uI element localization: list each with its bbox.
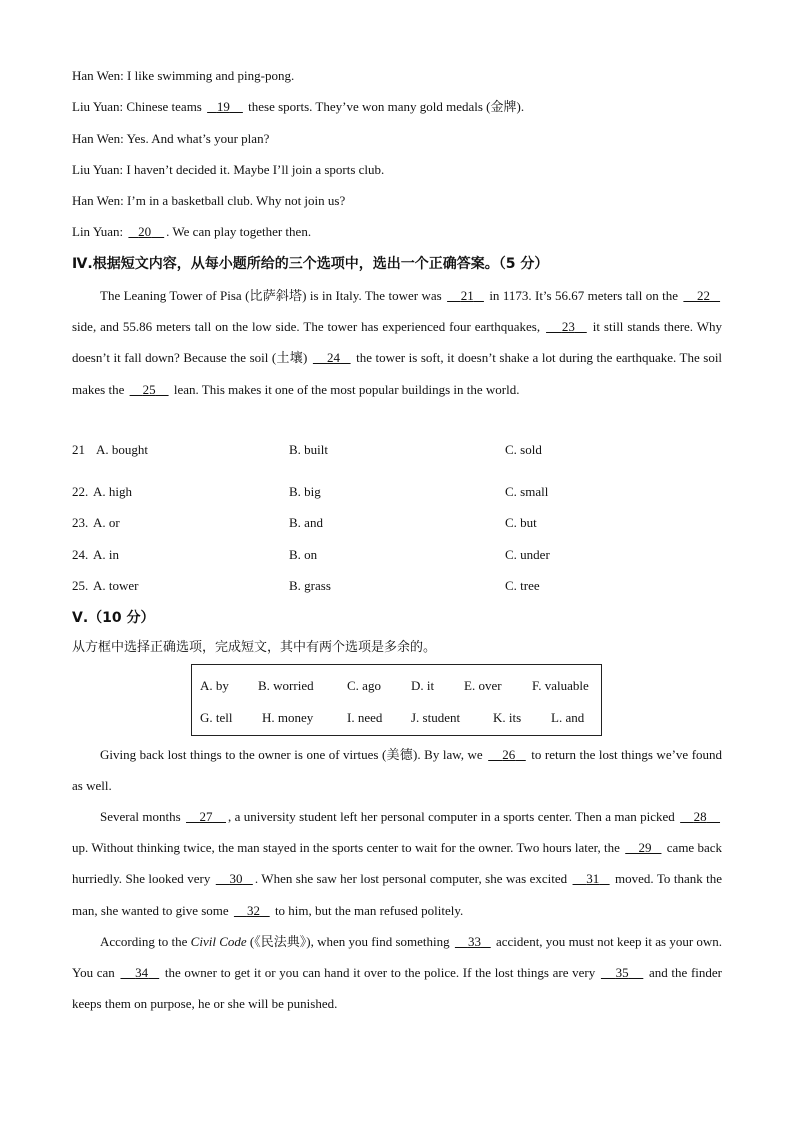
passage-text: Several months	[100, 809, 181, 824]
blank-number: 22	[697, 288, 710, 303]
passage-text: up. Without thinking twice, the man stayed in the sports center to wait for the owner. Two hours later, the	[72, 840, 620, 856]
option-a[interactable]: A. tower	[93, 578, 139, 593]
blank-number: 35	[615, 965, 629, 981]
dialogue-line	[72, 193, 345, 209]
passage-text: and the finder keeps them on purpose, he or she will be punished.	[72, 965, 723, 1012]
blank-26[interactable]	[486, 747, 528, 762]
option-b[interactable]: B. built	[289, 442, 329, 457]
blank-33[interactable]	[453, 934, 493, 949]
blank-29[interactable]	[623, 840, 663, 855]
blank-25[interactable]	[128, 382, 171, 397]
speaker: Han Wen:	[72, 131, 124, 146]
blank-24[interactable]	[311, 350, 353, 365]
utterance: I like swimming and ping-pong.	[127, 68, 295, 83]
option-b[interactable]: B. grass	[289, 578, 331, 593]
blank-20[interactable]	[126, 224, 166, 239]
blank-number: 33	[467, 934, 481, 949]
blank-34[interactable]	[118, 965, 161, 980]
question-number: 23.	[72, 515, 89, 530]
utterance: Yes. And what’s your plan?	[126, 131, 270, 146]
utterance-post: these sports. They’ve won many gold medals (金牌).	[248, 99, 525, 114]
word-option: I. need	[347, 710, 383, 725]
option-c[interactable]: C. sold	[505, 442, 542, 457]
option-b[interactable]: B. on	[289, 547, 318, 562]
blank-number: 21	[460, 288, 474, 303]
section-heading: Ⅴ.（10 分）	[72, 610, 155, 626]
word-option: H. money	[262, 710, 314, 725]
law-title-cn: (《民法典》)	[249, 934, 311, 949]
dialogue-line	[72, 99, 524, 115]
utterance: I’m in a basketball club. Why not join us?	[127, 193, 346, 208]
utterance-pre: Chinese teams	[126, 99, 202, 114]
blank-number: 30	[229, 871, 243, 887]
option-a[interactable]: A. high	[93, 484, 132, 499]
passage-paragraph-3	[72, 926, 722, 1020]
blank-number: 25	[142, 381, 156, 397]
blank-28[interactable]	[678, 809, 722, 824]
passage-text: According to the	[100, 934, 188, 949]
word-option: J. student	[411, 710, 461, 725]
passage-text: The Leaning Tower of Pisa (比萨斜塔) is in Italy. The tower was	[100, 288, 442, 303]
blank-23[interactable]	[544, 319, 589, 334]
option-c[interactable]: C. under	[505, 547, 550, 562]
utterance-post: . We can play together then.	[166, 224, 312, 239]
speaker: Liu Yuan:	[72, 162, 124, 177]
passage-text: moved. To thank the man, she wanted to give some	[72, 871, 723, 918]
passage-text: Giving back lost things to the owner is one of virtues (美德). By law, we	[100, 747, 483, 762]
word-option: D. it	[411, 678, 435, 693]
blank-number: 26	[502, 747, 516, 762]
dialogue-line	[72, 68, 294, 84]
word-option: A. by	[200, 678, 229, 693]
passage-text: it still stands there. Why doesn’t it fall down? Because the soil (土壤)	[72, 319, 723, 366]
question-number: 25.	[72, 578, 89, 593]
option-c[interactable]: C. but	[505, 515, 537, 530]
option-c[interactable]: C. tree	[505, 578, 540, 593]
blank-31[interactable]	[571, 871, 612, 886]
blank-27[interactable]	[184, 809, 228, 824]
passage-text: , a university student left her personal computer in a sports center. Then a man picked	[228, 809, 675, 824]
blank-number: 31	[586, 871, 600, 887]
blank-number: 19	[216, 99, 230, 114]
word-option: C. ago	[347, 678, 381, 693]
passage-text: accident, you must not keep it as your own. You can	[72, 934, 723, 981]
speaker: Liu Yuan:	[72, 99, 124, 114]
passage-text: came back hurriedly. She looked very	[72, 840, 723, 887]
passage-text: to him, but the man refused politely.	[274, 902, 464, 918]
utterance: I haven’t decided it. Maybe I’ll join a sports club.	[126, 162, 385, 177]
blank-number: 23	[561, 319, 575, 335]
passage-text: . When she saw her lost personal computer, she was excited	[254, 871, 568, 887]
dialogue-line	[72, 162, 384, 178]
dialogue-line	[72, 224, 311, 240]
blank-number: 27	[199, 809, 213, 824]
blank-22[interactable]	[681, 288, 722, 303]
blank-32[interactable]	[232, 903, 272, 918]
word-option: B. worried	[258, 678, 314, 693]
word-option: F. valuable	[532, 678, 589, 693]
option-a[interactable]: A. or	[93, 515, 120, 530]
instruction: 从方框中选择正确选项，完成短文，其中有两个选项是多余的。	[72, 640, 437, 655]
word-option: E. over	[464, 678, 502, 693]
passage-paragraph-1	[72, 739, 722, 801]
blank-number: 34	[135, 965, 149, 981]
blank-number: 28	[693, 809, 707, 824]
word-box	[191, 664, 602, 736]
blank-30[interactable]	[214, 871, 255, 886]
passage-paragraph-2	[72, 801, 722, 926]
blank-number: 32	[246, 902, 260, 918]
word-option: L. and	[551, 710, 585, 725]
speaker: Lin Yuan:	[72, 224, 124, 239]
passage-text: side, and 55.86 meters tall on the low side. The tower has experienced four earthquakes,	[72, 319, 541, 335]
option-b[interactable]: B. and	[289, 515, 323, 530]
blank-number: 20	[138, 224, 152, 239]
word-option: G. tell	[200, 710, 233, 725]
question-number: 22.	[72, 484, 89, 499]
passage-text: , when you find something	[310, 934, 450, 949]
speaker: Han Wen:	[72, 193, 124, 208]
option-a[interactable]: A. bought	[96, 442, 148, 457]
speaker: Han Wen:	[72, 68, 124, 83]
blank-number: 29	[638, 840, 652, 856]
blank-21[interactable]	[445, 288, 486, 303]
passage-text: in 1173. It’s 56.67 meters tall on the	[489, 288, 678, 303]
section-heading: Ⅳ.根据短文内容，从每小题所给的三个选项中，选出一个正确答案。（5 分）	[72, 256, 549, 272]
option-c[interactable]: C. small	[505, 484, 549, 499]
law-title: Civil Code	[190, 934, 247, 949]
passage-text: to return the lost things we’ve found as well.	[72, 747, 723, 794]
question-number: 24.	[72, 547, 89, 562]
word-option: K. its	[493, 710, 522, 725]
option-b[interactable]: B. big	[289, 484, 321, 499]
blank-19[interactable]	[205, 99, 245, 114]
passage-text: lean. This makes it one of the most popular buildings in the world.	[173, 381, 520, 397]
option-a[interactable]: A. in	[93, 547, 119, 562]
dialogue-line	[72, 131, 269, 147]
passage-text: the owner to get it or you can hand it over to the police. If the lost things are very	[164, 965, 596, 981]
passage	[72, 280, 722, 405]
question-number: 21	[72, 442, 85, 457]
blank-number: 24	[327, 350, 341, 366]
blank-35[interactable]	[599, 965, 645, 980]
passage-text: the tower is soft, it doesn’t shake a lot during the earthquake. The soil makes the	[72, 350, 723, 397]
